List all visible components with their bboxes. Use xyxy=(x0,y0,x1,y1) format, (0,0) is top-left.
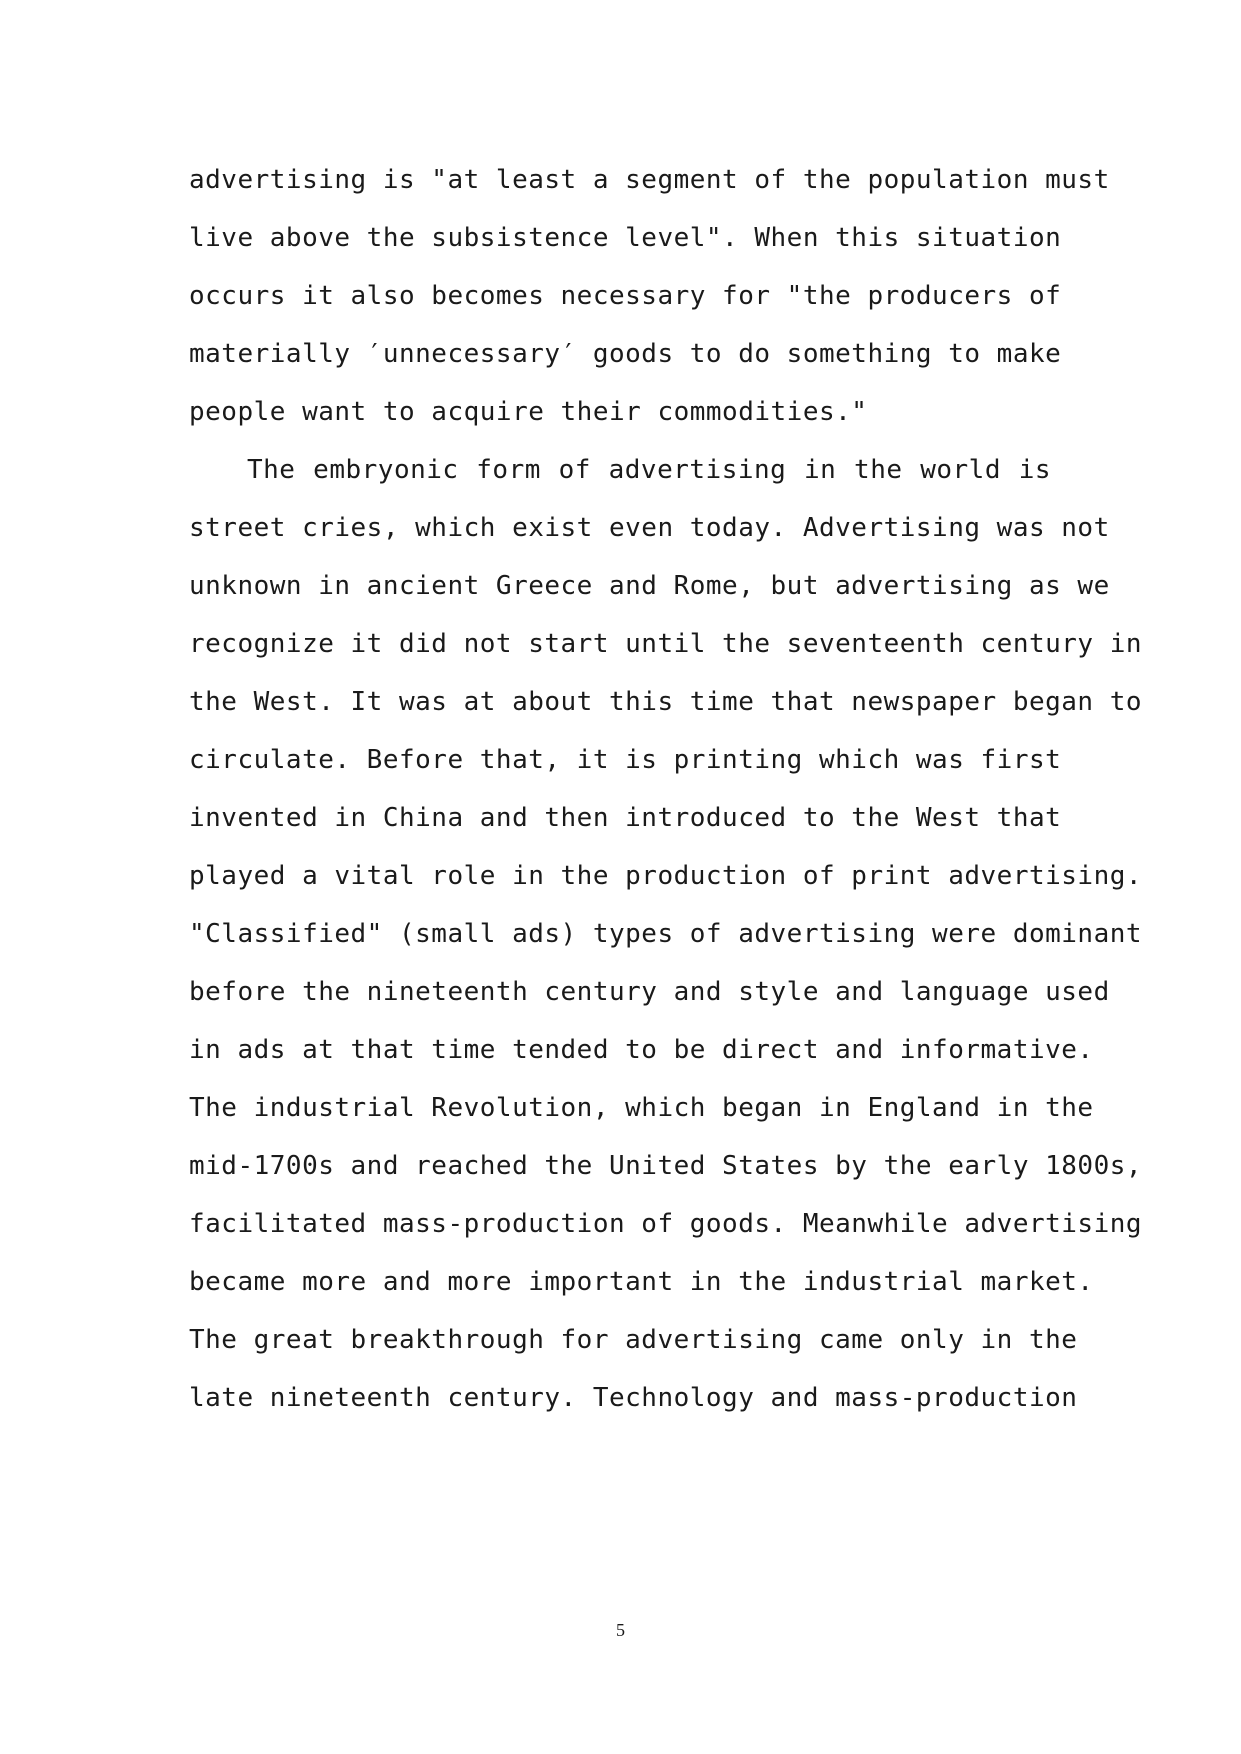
text-line: facilitated mass-production of goods. Meanwhile advertising xyxy=(189,1209,1143,1239)
text-line: The great breakthrough for advertising came only in the xyxy=(189,1325,1078,1355)
text-line: "Classified" (small ads) types of advertising were dominant xyxy=(189,919,1143,949)
text-line: people want to acquire their commodities." xyxy=(189,397,868,427)
text-line: live above the subsistence level". When this situation xyxy=(189,223,1062,253)
text-line: recognize it did not start until the seventeenth century in xyxy=(189,629,1143,659)
text-line: advertising is "at least a segment of the population must xyxy=(189,165,1110,195)
text-line: circulate. Before that, it is printing which was first xyxy=(189,745,1062,775)
paragraph-first-line: The embryonic form of advertising in the world is xyxy=(247,455,1051,485)
text-line: played a vital role in the production of print advertising. xyxy=(189,861,1143,891)
text-line: unknown in ancient Greece and Rome, but advertising as we xyxy=(189,571,1110,601)
text-line: The industrial Revolution, which began in England in the xyxy=(189,1093,1094,1123)
text-line: in ads at that time tended to be direct and informative. xyxy=(189,1035,1094,1065)
text-line: before the nineteenth century and style and language used xyxy=(189,977,1110,1007)
text-line: the West. It was at about this time that newspaper began to xyxy=(189,687,1143,717)
text-line: occurs it also becomes necessary for "the producers of xyxy=(189,281,1062,311)
text-line: became more and more important in the industrial market. xyxy=(189,1267,1094,1297)
text-line: invented in China and then introduced to the West that xyxy=(189,803,1062,833)
text-line: materially ′unnecessary′ goods to do something to make xyxy=(189,339,1062,369)
text-line: mid-1700s and reached the United States by the early 1800s, xyxy=(189,1151,1143,1181)
text-line: late nineteenth century. Technology and mass-production xyxy=(189,1383,1078,1413)
page-number: 5 xyxy=(616,1620,625,1640)
text-line: street cries, which exist even today. Advertising was not xyxy=(189,513,1110,543)
